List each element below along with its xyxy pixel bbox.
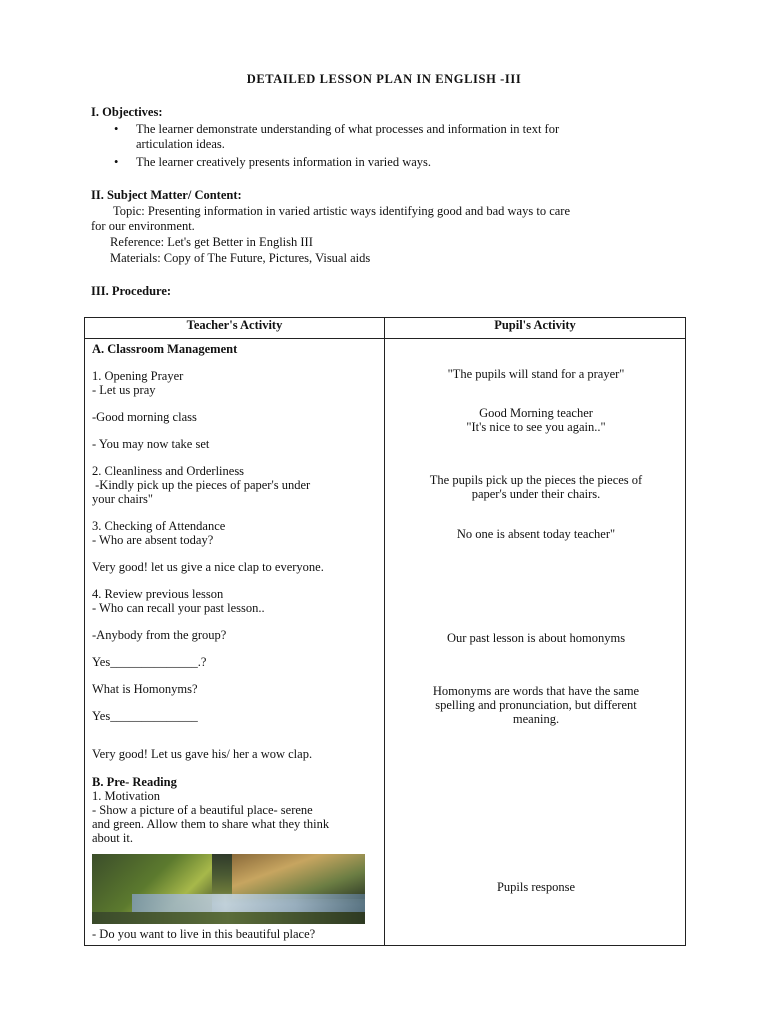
pupil-line: Good Morning teacher bbox=[479, 406, 593, 420]
pupil-line: meaning. bbox=[512, 712, 560, 726]
teacher-line: Yes______________.? bbox=[92, 655, 207, 669]
teacher-line: and green. Allow them to share what they think bbox=[92, 817, 330, 831]
reference-line: Reference: Let's get Better in English III bbox=[110, 235, 313, 249]
teacher-line: What is Homonyms? bbox=[92, 682, 198, 696]
objective-item: • The learner creatively presents information in varied ways. bbox=[114, 155, 432, 169]
teacher-line: - Do you want to live in this beautiful place? bbox=[92, 927, 316, 941]
teacher-activity-cell bbox=[85, 339, 385, 946]
teacher-line: 1. Opening Prayer bbox=[92, 369, 184, 383]
table-header-row bbox=[85, 318, 686, 339]
objective-item: • The learner demonstrate understanding of what processes and information in text for articulation ideas. bbox=[114, 122, 560, 151]
teacher-line: about it. bbox=[92, 831, 133, 845]
teacher-line: - Who can recall your past lesson.. bbox=[92, 601, 265, 615]
teacher-line: 4. Review previous lesson bbox=[92, 587, 224, 601]
pupil-line: No one is absent today teacher" bbox=[456, 527, 616, 541]
teacher-line: Yes______________ bbox=[92, 709, 198, 723]
pupil-line: Pupils response bbox=[496, 880, 576, 894]
teacher-line: - Let us pray bbox=[92, 383, 156, 397]
pre-reading-heading: B. Pre- Reading bbox=[92, 775, 177, 789]
teacher-line: - Show a picture of a beautiful place- serene bbox=[92, 803, 313, 817]
pupil-activity-header: Pupil's Activity bbox=[385, 318, 686, 339]
teacher-line: 3. Checking of Attendance bbox=[92, 519, 226, 533]
pupil-line: "It's nice to see you again.." bbox=[466, 420, 606, 434]
topic-line: Topic: Presenting information in varied artistic ways identifying good and bad ways to care bbox=[113, 204, 570, 218]
table-row bbox=[85, 339, 686, 946]
pupil-line: Our past lesson is about homonyms bbox=[446, 631, 626, 645]
teacher-line: 2. Cleanliness and Orderliness bbox=[92, 464, 245, 478]
teacher-line: -Kindly pick up the pieces of paper's under bbox=[92, 478, 311, 492]
bullet-icon: • bbox=[114, 122, 119, 136]
subject-matter-heading: II. Subject Matter/ Content: bbox=[91, 188, 242, 202]
pupil-line: spelling and pronunciation, but different bbox=[435, 698, 637, 712]
teacher-line: Very good! let us give a nice clap to everyone. bbox=[92, 560, 324, 574]
pupil-line: The pupils pick up the pieces the pieces of bbox=[429, 473, 643, 487]
pupil-activity-cell bbox=[385, 339, 686, 946]
objectives-list bbox=[110, 122, 670, 173]
objectives-heading: I. Objectives: bbox=[91, 105, 163, 119]
classroom-management-heading: A. Classroom Management bbox=[92, 342, 238, 356]
pupil-line: "The pupils will stand for a prayer" bbox=[447, 367, 625, 381]
nature-stream-image bbox=[92, 854, 365, 924]
topic-line-continued: for our environment. bbox=[91, 219, 195, 233]
document-title: DETAILED LESSON PLAN IN ENGLISH -III bbox=[246, 72, 522, 86]
procedure-table bbox=[84, 317, 686, 946]
teacher-line: - You may now take set bbox=[92, 437, 210, 451]
teacher-line: your chairs" bbox=[92, 492, 153, 506]
teacher-line: 1. Motivation bbox=[92, 789, 161, 803]
pupil-line: paper's under their chairs. bbox=[471, 487, 601, 501]
teacher-line: -Good morning class bbox=[92, 410, 197, 424]
procedure-heading: III. Procedure: bbox=[91, 284, 172, 298]
teacher-activity-header: Teacher's Activity bbox=[85, 318, 385, 339]
teacher-line: Very good! Let us gave his/ her a wow clap. bbox=[92, 747, 313, 761]
teacher-line: - Who are absent today? bbox=[92, 533, 214, 547]
materials-line: Materials: Copy of The Future, Pictures, Visual aids bbox=[110, 251, 371, 265]
bullet-icon: • bbox=[114, 155, 119, 169]
teacher-line: -Anybody from the group? bbox=[92, 628, 227, 642]
pupil-line: Homonyms are words that have the same bbox=[432, 684, 640, 698]
